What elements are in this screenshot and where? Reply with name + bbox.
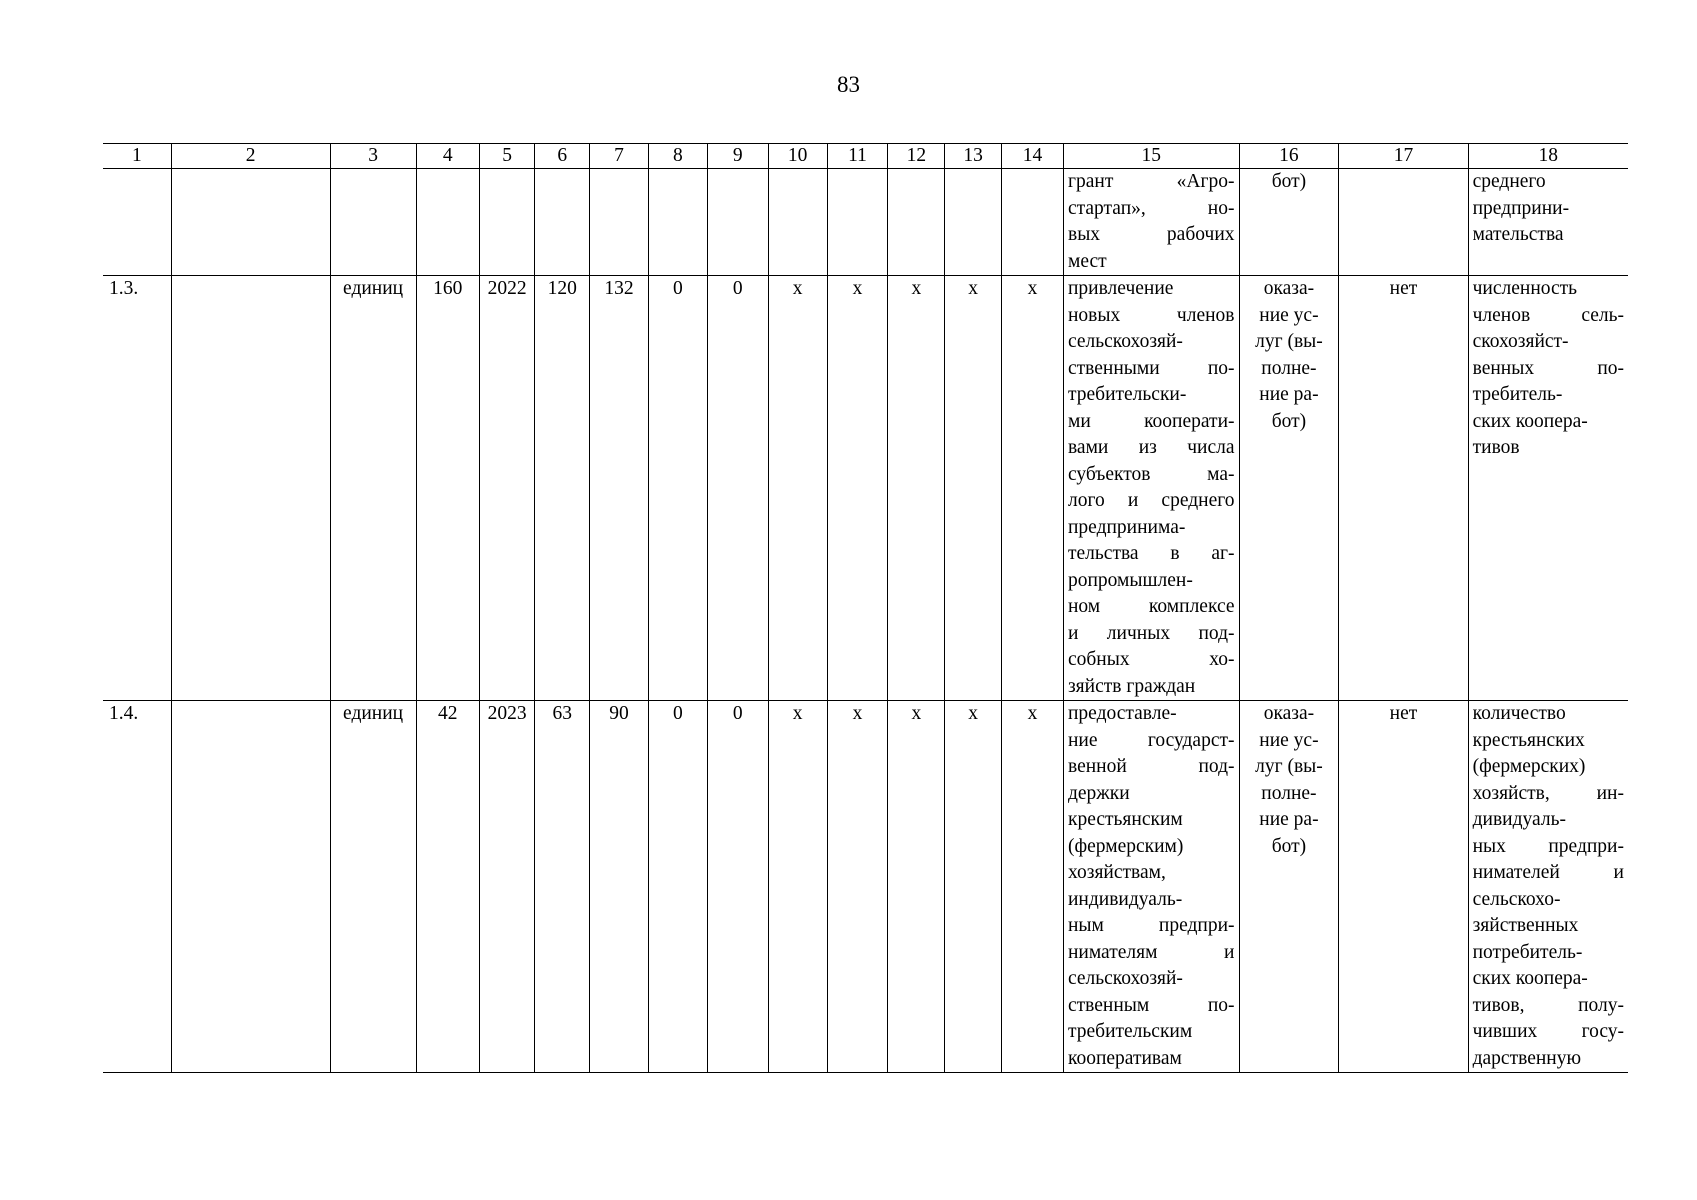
table-cell-col-18 — [1468, 169, 1628, 276]
cell-text-line: грант «Агро- — [1067, 171, 1235, 192]
table-cell-col-13 — [945, 169, 1002, 276]
table-cell-col-4: 42 — [416, 701, 479, 1073]
table-cell-col-11: х — [827, 701, 888, 1073]
table-cell-col-3 — [330, 169, 416, 276]
cell-text-line: крестьянских — [1472, 729, 1585, 751]
cell-text-line: ских коопера- — [1472, 410, 1588, 432]
cell-text-line: предпринима- — [1067, 516, 1186, 538]
cell-text-line: мательства — [1472, 224, 1564, 245]
cell-text-line: бот) — [1271, 835, 1307, 857]
cell-text-line: требитель- — [1472, 384, 1563, 405]
table-cell-col-7 — [590, 169, 649, 276]
cell-text-line: численность — [1472, 278, 1578, 299]
column-header-11: 11 — [827, 144, 888, 169]
table-cell-col-11: х — [827, 276, 888, 701]
cell-text-line: дивидуаль- — [1472, 809, 1566, 830]
table-cell-col-12: х — [888, 276, 945, 701]
cell-text-line: венных по- — [1472, 357, 1624, 379]
column-header-4: 4 — [416, 144, 479, 169]
column-header-16: 16 — [1239, 144, 1339, 169]
cell-text-line: предприни- — [1472, 197, 1570, 219]
data-table — [103, 143, 1628, 1073]
table-cell-col-5 — [479, 169, 535, 276]
table-cell-col-16 — [1239, 169, 1339, 276]
cell-text-line: мест — [1067, 250, 1107, 272]
table-cell-col-18 — [1468, 276, 1628, 701]
cell-text-line: полне- — [1261, 357, 1317, 379]
table-cell-col-10: х — [768, 276, 827, 701]
cell-text-line: вами из числа — [1067, 437, 1235, 458]
table-cell-col-18 — [1468, 701, 1628, 1073]
cell-text-line: хозяйствам, — [1067, 862, 1166, 883]
table-cell-col-6: 120 — [535, 276, 590, 701]
table-cell-col-7: 132 — [590, 276, 649, 701]
column-header-15: 15 — [1063, 144, 1239, 169]
cell-text-line: субъектов ма- — [1067, 463, 1235, 485]
column-header-13: 13 — [945, 144, 1002, 169]
cell-text-line: ным предпри- — [1067, 915, 1235, 936]
table-cell-col-16 — [1239, 701, 1339, 1073]
table-cell-col-2 — [171, 276, 330, 701]
table-cell-col-14: х — [1001, 701, 1063, 1073]
cell-text-line: требительским — [1067, 1021, 1193, 1042]
cell-text-line: бот) — [1271, 171, 1307, 192]
table-cell-col-1: 1.4. — [103, 701, 171, 1073]
cell-text-line: индивидуаль- — [1067, 888, 1183, 910]
table-cell-col-15 — [1063, 276, 1239, 701]
cell-text-line: стартап», но- — [1067, 197, 1235, 219]
cell-text-line: привлечение — [1067, 278, 1174, 299]
cell-text-line: нимателей и — [1472, 862, 1624, 883]
cell-text-line: венной под- — [1067, 756, 1235, 777]
table-cell-col-9: 0 — [707, 276, 768, 701]
table-cell-col-10 — [768, 169, 827, 276]
cell-text-line: скохозяйст- — [1472, 331, 1569, 352]
cell-text-line: нимателям и — [1067, 941, 1235, 963]
table-cell-col-17: нет — [1339, 701, 1468, 1073]
cell-text-line: ственным по- — [1067, 994, 1235, 1016]
cell-text-line: луг (вы- — [1255, 756, 1323, 777]
column-header-17: 17 — [1339, 144, 1468, 169]
column-header-14: 14 — [1001, 144, 1063, 169]
cell-text-line: среднего — [1472, 171, 1546, 192]
table-cell-col-14 — [1001, 169, 1063, 276]
table-cell-col-5: 2023 — [479, 701, 535, 1073]
cell-text-line: чивших госу- — [1472, 1021, 1624, 1042]
cell-text-line: сельскохозяй- — [1067, 968, 1183, 989]
cell-text-line: ние государст- — [1067, 729, 1235, 751]
table-cell-col-7: 90 — [590, 701, 649, 1073]
table-cell-col-9 — [707, 169, 768, 276]
column-header-8: 8 — [648, 144, 707, 169]
cell-text-line: ние ус- — [1259, 304, 1319, 326]
cell-text-line: ных предпри- — [1472, 835, 1624, 857]
table-cell-col-2 — [171, 701, 330, 1073]
table-cell-col-4: 160 — [416, 276, 479, 701]
page-number: 83 — [837, 72, 860, 97]
table-cell-col-6 — [535, 169, 590, 276]
cell-text-line: собных хо- — [1067, 649, 1235, 670]
table-cell-col-13: х — [945, 276, 1002, 701]
column-header-12: 12 — [888, 144, 945, 169]
table-cell-col-16 — [1239, 276, 1339, 701]
table-cell-col-12 — [888, 169, 945, 276]
column-header-18: 18 — [1468, 144, 1628, 169]
table-row — [103, 276, 1628, 701]
column-header-7: 7 — [590, 144, 649, 169]
cell-text-line: новых членов — [1067, 304, 1235, 326]
cell-text-line: ном комплексе — [1067, 596, 1235, 617]
cell-text-line: ние ра- — [1259, 809, 1319, 830]
table-cell-col-9: 0 — [707, 701, 768, 1073]
cell-text-line: ми кооперати- — [1067, 410, 1235, 432]
table-cell-col-11 — [827, 169, 888, 276]
cell-text-line: крестьянским — [1067, 809, 1183, 830]
table-cell-col-15 — [1063, 169, 1239, 276]
cell-text-line: полне- — [1261, 782, 1317, 804]
table-cell-col-3: единиц — [330, 276, 416, 701]
table-cell-col-17: нет — [1339, 276, 1468, 701]
cell-text-line: членов сель- — [1472, 304, 1624, 326]
table-cell-col-12: х — [888, 701, 945, 1073]
table-cell-col-8 — [648, 169, 707, 276]
table-cell-col-5: 2022 — [479, 276, 535, 701]
cell-text-line: предоставле- — [1067, 703, 1177, 724]
cell-text-line: тельства в аг- — [1067, 543, 1235, 564]
column-header-10: 10 — [768, 144, 827, 169]
table-cell-col-1 — [103, 169, 171, 276]
table-cell-col-10: х — [768, 701, 827, 1073]
cell-text-line: сельскохо- — [1472, 888, 1561, 910]
cell-text-line: хозяйств, ин- — [1472, 782, 1624, 804]
table-cell-col-4 — [416, 169, 479, 276]
column-header-1: 1 — [103, 144, 171, 169]
cell-text-line: дарственную — [1472, 1047, 1582, 1069]
table-cell-col-1: 1.3. — [103, 276, 171, 701]
column-header-5: 5 — [479, 144, 535, 169]
cell-text-line: держки — [1067, 782, 1130, 804]
table-cell-col-3: единиц — [330, 701, 416, 1073]
column-header-9: 9 — [707, 144, 768, 169]
table-cell-col-17 — [1339, 169, 1468, 276]
cell-text-line: бот) — [1271, 410, 1307, 432]
cell-text-line: ских коопера- — [1472, 968, 1588, 989]
cell-text-line: (фермерским) — [1067, 835, 1184, 857]
table-cell-col-6: 63 — [535, 701, 590, 1073]
table-cell-col-13: х — [945, 701, 1002, 1073]
cell-text-line: оказа- — [1263, 278, 1315, 299]
cell-text-line: количество — [1472, 703, 1566, 724]
cell-text-line: (фермерских) — [1472, 756, 1586, 777]
cell-text-line: сельскохозяй- — [1067, 331, 1183, 352]
table-cell-col-8: 0 — [648, 701, 707, 1073]
cell-text-line: лого и среднего — [1067, 490, 1235, 511]
cell-text-line: требительски- — [1067, 384, 1187, 405]
cell-text-line: оказа- — [1263, 703, 1315, 724]
table-cell-col-2 — [171, 169, 330, 276]
column-header-2: 2 — [171, 144, 330, 169]
cell-text-line: вых рабочих — [1067, 224, 1235, 245]
table-row — [103, 701, 1628, 1073]
cell-text-line: потребитель- — [1472, 941, 1583, 963]
cell-text-line: ственными по- — [1067, 357, 1235, 379]
table-row — [103, 169, 1628, 276]
column-header-6: 6 — [535, 144, 590, 169]
column-header-3: 3 — [330, 144, 416, 169]
table-cell-col-8: 0 — [648, 276, 707, 701]
cell-text-line: ние ра- — [1259, 384, 1319, 405]
table-cell-col-15 — [1063, 701, 1239, 1073]
cell-text-line: зяйственных — [1472, 915, 1579, 936]
cell-text-line: зяйств граждан — [1067, 675, 1196, 697]
cell-text-line: тивов — [1472, 437, 1520, 458]
cell-text-line: кооперативам — [1067, 1047, 1182, 1069]
cell-text-line: и личных под- — [1067, 622, 1235, 644]
cell-text-line: луг (вы- — [1255, 331, 1323, 352]
cell-text-line: ние ус- — [1259, 729, 1319, 751]
cell-text-line: ропромышлен- — [1067, 569, 1193, 591]
table-cell-col-14: х — [1001, 276, 1063, 701]
table-header-row — [103, 144, 1628, 169]
cell-text-line: тивов, полу- — [1472, 994, 1624, 1016]
